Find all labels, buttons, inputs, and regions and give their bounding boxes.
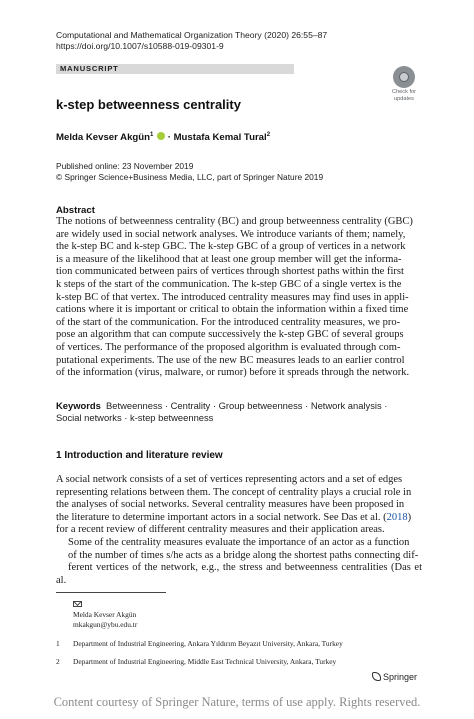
springer-horse-icon — [372, 672, 381, 681]
affiliation-2 — [56, 657, 426, 667]
author-line — [56, 129, 270, 144]
intro-line: of the number of times s/he acts as a bridge along the shortest paths connecting dif- — [68, 549, 419, 561]
author-1-affil: 1 — [150, 132, 154, 138]
corresponding-author — [56, 600, 426, 630]
envelope-icon — [73, 601, 82, 607]
keywords-line-2: Social networks · k-step betweenness — [56, 412, 214, 423]
intro-paragraph-1 — [56, 474, 422, 537]
abstract-line: of the information (virus, malware, or rumor) before it spreads through the network. — [56, 367, 410, 379]
intro-line: A social network consists of a set of vertices representing actors and a set of edges — [56, 474, 403, 485]
intro-line: representing relations between them. The concept of centrality plays a crucial role in — [56, 486, 412, 498]
orcid-icon[interactable] — [157, 132, 165, 140]
intro-line: Some of the centrality measures evaluate the importance of an actor as a function — [68, 536, 410, 548]
footnote-divider — [56, 592, 166, 593]
doi-link[interactable]: https://doi.org/10.1007/s10588-019-09301-9 — [56, 41, 224, 51]
affiliation-1-text: Department of Industrial Engineering, Ankara Yıldırım Beyazıt University, Ankara, Turkey — [73, 639, 343, 648]
publication-info — [56, 161, 323, 183]
journal-info — [56, 30, 327, 52]
publisher-logo — [372, 671, 417, 683]
intro-line-text: ) — [407, 511, 412, 523]
abstract-line: pose an algorithm that can compute successively the k-step GBC of several groups — [56, 329, 404, 341]
affiliation-2-text: Department of Industrial Engineering, Middle East Technical University, Ankara, Turkey — [73, 657, 337, 666]
abstract-line: tion communicated between pairs of vertices through shortest paths within the first — [56, 266, 404, 278]
affiliation-2-number: 2 — [56, 657, 60, 666]
corresponding-name: Melda Kevser Akgün — [73, 610, 137, 619]
corresponding-email[interactable]: mkakgun@ybu.edu.tr — [73, 620, 138, 629]
intro-line-text: the literature to determine important actors in a social network. See Das et al. ( — [56, 511, 387, 523]
abstract-line: of the start of the communication. For the introduced centrality measures, we pro- — [56, 316, 401, 328]
section-heading: 1 Introduction and literature review — [56, 450, 223, 461]
author-1-name[interactable]: Melda Kevser Akgün — [56, 132, 151, 144]
check-badge-line1: Check for — [392, 89, 416, 95]
author-2-affil: 2 — [266, 132, 271, 138]
abstract-line: The notions of betweenness centrality (BC) and group betweenness centrality (GBC) — [56, 216, 413, 227]
abstract-line: putational experiments. The use of the new BC measures leads to an earlier control — [56, 354, 405, 366]
intro-line: the analyses of social networks. Several centrality measures have been proposed in — [56, 499, 405, 511]
intro-line: ferent vertices of the network, e.g., the stress and betweenness centralities (Das et al. — [56, 562, 422, 586]
author-separator: · — [165, 132, 174, 144]
footnotes — [56, 600, 426, 667]
check-badge-line2: updates — [394, 96, 414, 102]
author-2-name[interactable]: Mustafa Kemal Tural — [173, 132, 267, 144]
affiliation-1-number: 1 — [56, 639, 60, 648]
abstract-line: k-step BC of that vertex. The introduced centrality measures may find uses in appli- — [56, 291, 409, 303]
article-title: k-step betweenness centrality — [56, 97, 241, 112]
keywords — [56, 400, 422, 424]
intro-body — [56, 474, 422, 587]
intro-line — [56, 512, 422, 525]
abstract-line: of vertices. The performance of the proposed algorithm is evaluated through com- — [56, 341, 401, 353]
copyright-line: © Springer Science+Business Media, LLC, part of Springer Nature 2019 — [56, 172, 324, 182]
check-for-updates-badge[interactable] — [387, 66, 421, 100]
abstract-line: the k-step BC and k-step GBC. The k-step GBC of a group of vertices in a network — [56, 241, 406, 253]
citation-link[interactable]: 2018 — [386, 511, 408, 523]
published-date: Published online: 23 November 2019 — [56, 161, 194, 171]
affiliation-1 — [56, 639, 426, 649]
abstract-line: is a measure of the likelihood that at least one group member will get the informa- — [56, 253, 402, 265]
keywords-label: Keywords — [56, 400, 101, 411]
intro-line: for a recent review of different centrality measures and their application areas. — [56, 524, 385, 536]
abstract-heading: Abstract — [56, 205, 95, 216]
journal-citation: Computational and Mathematical Organization Theory (2020) 26:55–87 — [56, 30, 328, 40]
abstract-line: k steps of the start of the communication. The k-step GBC of a single vertex is the — [56, 278, 402, 290]
abstract-line: are widely used in social network analyses. We introduce variants of them; namely, — [56, 228, 406, 240]
publisher-name: Springer — [383, 672, 418, 682]
abstract-body — [56, 216, 422, 380]
keywords-line-1: Betweenness · Centrality · Group betweenness · Network analysis · — [106, 400, 388, 411]
courtesy-notice: Content courtesy of Springer Nature, terms of use apply. Rights reserved. — [53, 695, 421, 709]
abstract-line: cations where it is important or critical to obtain the information within a fixed time — [56, 304, 409, 316]
category-label: MANUSCRIPT — [60, 64, 119, 73]
check-for-updates-icon — [393, 66, 415, 88]
intro-paragraph-2 — [56, 537, 422, 587]
